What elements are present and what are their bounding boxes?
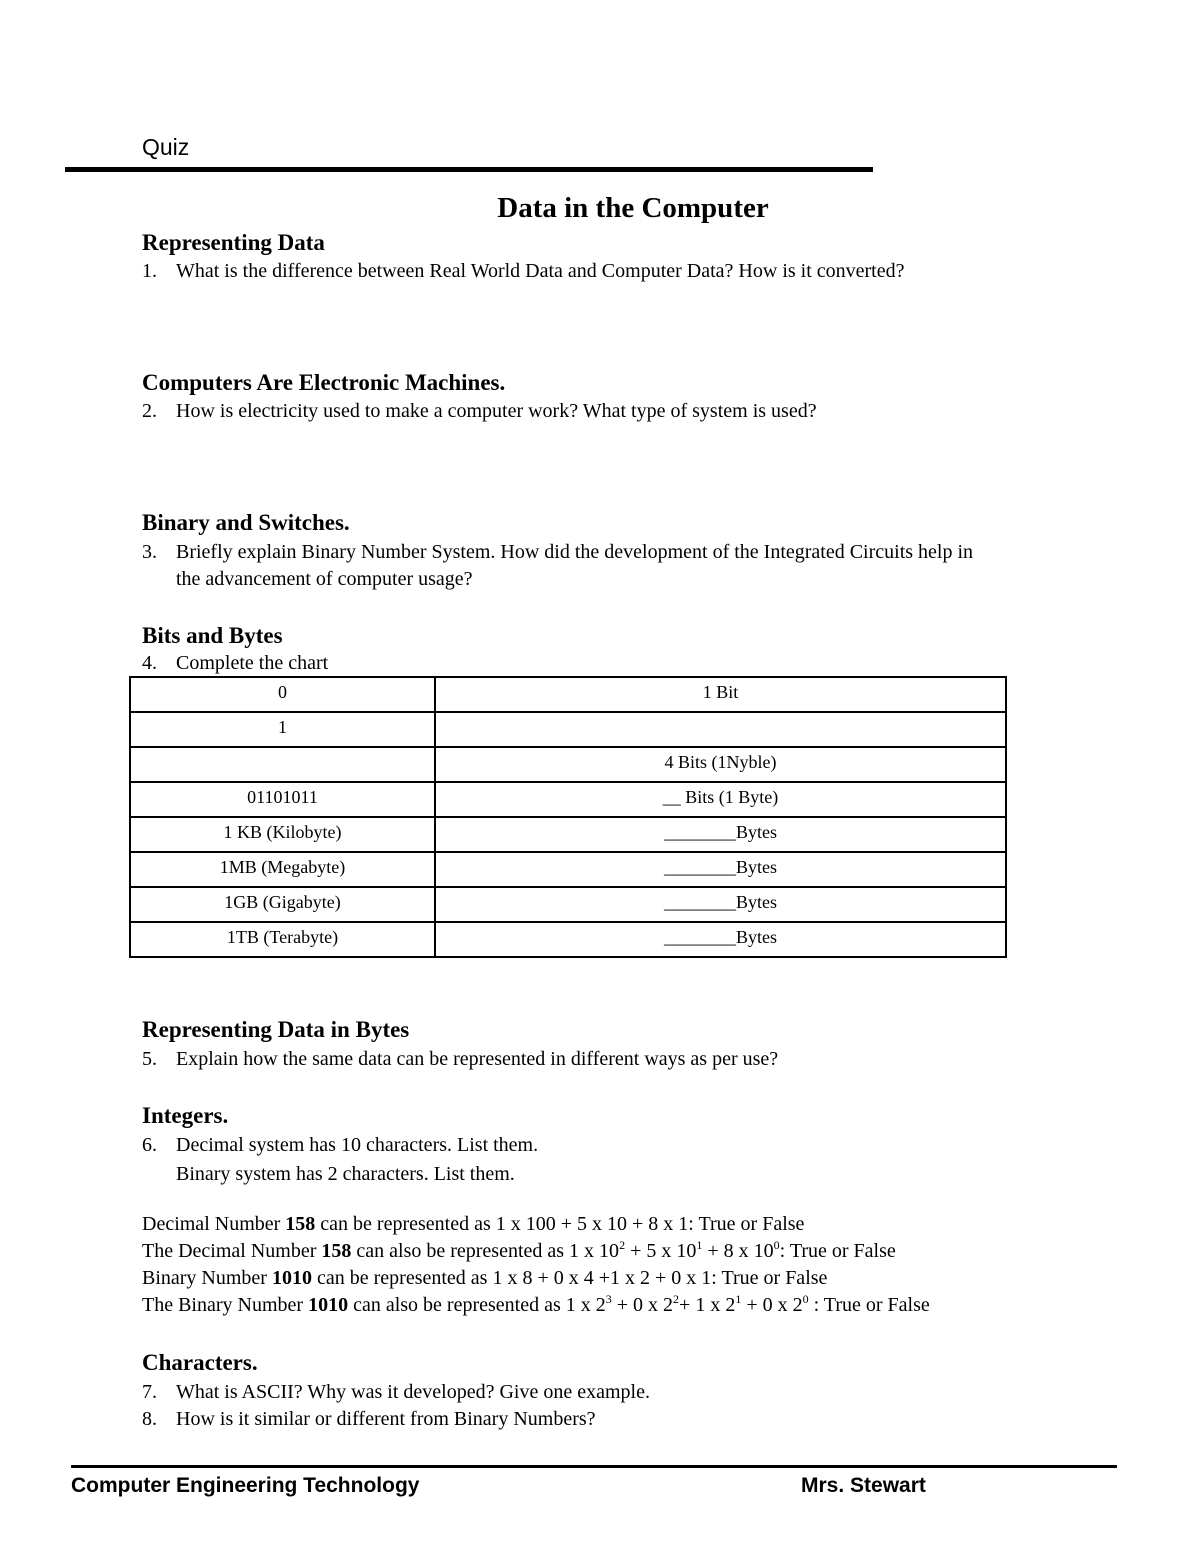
question-number: 6.: [142, 1134, 157, 1156]
section-heading: Binary and Switches.: [142, 510, 350, 535]
table-cell: __ Bits (1 Byte): [435, 782, 1006, 817]
question-number: 3.: [142, 541, 157, 563]
header-rule: [65, 167, 873, 172]
footer-course: Computer Engineering Technology: [71, 1474, 420, 1497]
exponent: 1: [735, 1292, 742, 1306]
statement-text: + 8 x 10: [702, 1240, 774, 1262]
section-heading: Computers Are Electronic Machines.: [142, 370, 506, 395]
statement-text: can also be represented as 1 x 2: [348, 1294, 606, 1316]
section-heading: Characters.: [142, 1350, 258, 1375]
footer-teacher: Mrs. Stewart: [801, 1474, 926, 1497]
question-5: [142, 1046, 778, 1073]
question-number: 8.: [142, 1408, 157, 1430]
footer-rule: [71, 1465, 1117, 1468]
question-3: [142, 539, 973, 593]
question-text-continued: Binary system has 2 characters. List them.: [176, 1163, 515, 1185]
table-cell: ________Bytes: [435, 887, 1006, 922]
question-1: [142, 258, 905, 285]
statement-text: can be represented as 1 x 100 + 5 x 10 + 8 x 1: True or False: [315, 1213, 805, 1235]
question-text: Complete the chart: [176, 652, 329, 674]
statement-text: can also be represented as 1 x 10: [351, 1240, 620, 1262]
table-row: [130, 852, 1006, 887]
exponent: 3: [605, 1292, 612, 1306]
question-number: 2.: [142, 400, 157, 422]
statement-text: + 0 x 2: [741, 1294, 803, 1316]
table-cell: 1TB (Terabyte): [130, 922, 435, 957]
statement-text: Binary Number: [142, 1267, 272, 1289]
page-title: Data in the Computer: [497, 192, 769, 224]
statement-text: The Binary Number: [142, 1294, 309, 1316]
table-cell: [435, 712, 1006, 747]
table-cell: 01101011: [130, 782, 435, 817]
statement-1: [142, 1213, 804, 1236]
table-cell: [130, 747, 435, 782]
question-number: 7.: [142, 1381, 157, 1403]
exponent: 2: [619, 1238, 626, 1252]
table-cell: 1: [130, 712, 435, 747]
table-cell: ________Bytes: [435, 852, 1006, 887]
table-cell: 4 Bits (1Nyble): [435, 747, 1006, 782]
table-row: [130, 922, 1006, 957]
table-cell: 1 KB (Kilobyte): [130, 817, 435, 852]
question-text-continued: the advancement of computer usage?: [176, 568, 473, 590]
section-heading: Representing Data in Bytes: [142, 1017, 410, 1042]
question-text: How is it similar or different from Binary Numbers?: [176, 1408, 596, 1430]
table-row: [130, 677, 1006, 712]
question-8: [142, 1406, 596, 1433]
statement-2: [142, 1240, 896, 1263]
question-number: 5.: [142, 1048, 157, 1070]
table-row: [130, 817, 1006, 852]
statement-number: 158: [321, 1240, 352, 1262]
bits-bytes-chart: [129, 676, 1007, 958]
question-text: What is ASCII? Why was it developed? Give one example.: [176, 1381, 650, 1403]
statement-text: can be represented as 1 x 8 + 0 x 4 +1 x 2 + 0 x 1: True or False: [311, 1267, 828, 1289]
question-text: How is electricity used to make a computer work? What type of system is used?: [176, 400, 817, 422]
section-heading: Representing Data: [142, 230, 325, 255]
header-label: Quiz: [142, 134, 190, 160]
question-text: Briefly explain Binary Number System. How did the development of the Integrated Circuits help in: [176, 541, 974, 563]
question-text: What is the difference between Real World Data and Computer Data? How is it converted?: [176, 260, 905, 282]
statement-4: [142, 1294, 930, 1317]
question-4: [142, 650, 328, 677]
statement-text: : True or False: [808, 1294, 930, 1316]
statement-text: : True or False: [779, 1240, 896, 1262]
statement-text: The Decimal Number: [142, 1240, 322, 1262]
statement-text: Decimal Number: [142, 1213, 286, 1235]
statement-number: 1010: [308, 1294, 349, 1316]
section-heading: Integers.: [142, 1103, 229, 1128]
table-row: [130, 782, 1006, 817]
question-text: Decimal system has 10 characters. List them.: [176, 1134, 539, 1156]
question-number: 4.: [142, 652, 157, 674]
question-text: Explain how the same data can be represented in different ways as per use?: [176, 1048, 779, 1070]
question-number: 1.: [142, 260, 157, 282]
question-2: [142, 398, 817, 425]
statement-number: 1010: [271, 1267, 312, 1289]
question-7: [142, 1379, 650, 1406]
table-cell: 0: [130, 677, 435, 712]
table-cell: 1GB (Gigabyte): [130, 887, 435, 922]
table-row: [130, 747, 1006, 782]
statement-3: [142, 1267, 827, 1290]
table-cell: 1 Bit: [435, 677, 1006, 712]
question-6: [142, 1131, 538, 1189]
table-cell: ________Bytes: [435, 817, 1006, 852]
section-heading: Bits and Bytes: [142, 623, 283, 648]
statement-text: + 0 x 2: [611, 1294, 674, 1316]
exponent: 0: [773, 1238, 780, 1252]
exponent: 1: [696, 1238, 703, 1252]
table-row: [130, 887, 1006, 922]
table-row: [130, 712, 1006, 747]
statement-number: 158: [285, 1213, 316, 1235]
exponent: 2: [673, 1292, 680, 1306]
table-cell: 1MB (Megabyte): [130, 852, 435, 887]
statement-text: + 5 x 10: [625, 1240, 697, 1262]
statement-text: + 1 x 2: [679, 1294, 736, 1316]
table-cell: ________Bytes: [435, 922, 1006, 957]
exponent: 0: [802, 1292, 809, 1306]
